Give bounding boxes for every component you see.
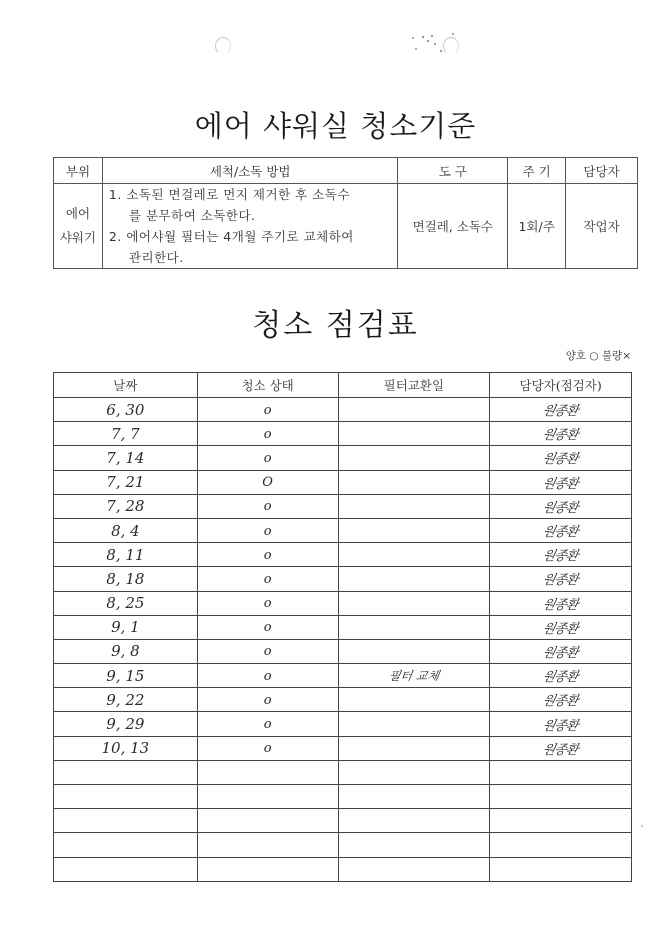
checklist-row: [54, 664, 632, 688]
status-cell: [197, 422, 338, 446]
date-cell-text: 7, 7: [111, 424, 140, 443]
checklist-row: [54, 639, 632, 663]
checklist-row: [54, 543, 632, 567]
inspector-signature: [490, 712, 632, 736]
method-line-4: 관리한다.: [128, 250, 184, 265]
checklist-row: [54, 446, 632, 470]
tools-cell: 면걸레, 소독수: [398, 184, 508, 269]
checklist-row: [54, 470, 632, 494]
inspector-signature-text: 원종환: [541, 718, 580, 734]
checklist-row: [54, 494, 632, 518]
status-cell-text: o: [263, 499, 272, 515]
status-cell-text: o: [263, 596, 272, 612]
date-cell: [54, 422, 198, 446]
status-cell-text: o: [263, 692, 272, 708]
inspector-signature-text: 원종환: [541, 404, 580, 420]
owner-cell: 작업자: [566, 184, 638, 269]
status-cell-text: O: [262, 475, 273, 491]
checklist-row: [54, 422, 632, 446]
inspector-signature: [490, 760, 632, 784]
status-cell: [197, 567, 338, 591]
status-cell-text: o: [263, 523, 272, 539]
status-cell-text: o: [263, 741, 272, 757]
date-cell: [54, 398, 198, 422]
date-cell: [54, 494, 198, 518]
date-cell: [54, 688, 198, 712]
inspector-signature: [490, 422, 632, 446]
status-cell: [197, 760, 338, 784]
date-cell-text: 9, 15: [106, 666, 145, 685]
inspector-signature: [490, 591, 632, 615]
status-cell: [197, 446, 338, 470]
status-cell: [197, 809, 338, 833]
inspector-signature: [490, 736, 632, 760]
method-line-3: 2. 에어샤월 필터는 4개월 주기로 교체하여: [108, 229, 354, 244]
status-cell: [197, 543, 338, 567]
checklist-title: 청소 점검표: [252, 308, 419, 343]
checklist-row: [54, 736, 632, 760]
part-line-1: 에어: [65, 206, 91, 221]
inspector-signature: [490, 446, 632, 470]
filter-change-cell: [338, 785, 490, 809]
method-cell: [102, 184, 397, 269]
filter-change-cell: [338, 639, 490, 663]
status-cell: [197, 785, 338, 809]
inspector-signature-text: 원종환: [541, 452, 580, 468]
header-cycle: 주 기: [508, 158, 566, 184]
status-cell: [197, 591, 338, 615]
inspector-signature: [490, 809, 632, 833]
date-cell-text: 7, 28: [106, 497, 145, 516]
filter-change-cell: [338, 518, 490, 542]
inspector-signature: [490, 543, 632, 567]
inspector-signature: [490, 688, 632, 712]
date-cell: [54, 615, 198, 639]
filter-change-cell: [338, 398, 490, 422]
method-line-2: 를 분무하여 소독한다.: [128, 208, 256, 223]
inspector-signature-text: 원종환: [541, 621, 580, 637]
checklist-row: [54, 518, 632, 542]
filter-change-cell: [338, 688, 490, 712]
filter-change-cell: [338, 494, 490, 518]
filter-change-cell: [338, 543, 490, 567]
inspector-signature: [490, 664, 632, 688]
inspector-signature-text: 원종환: [541, 694, 580, 710]
inspector-signature: [490, 494, 632, 518]
date-cell: [54, 446, 198, 470]
method-line-1: 1. 소독된 면걸레로 먼지 제거한 후 소독수: [108, 187, 350, 202]
checklist-row: [54, 398, 632, 422]
inspector-signature: [490, 639, 632, 663]
filter-change-cell: [338, 615, 490, 639]
status-cell: [197, 664, 338, 688]
checklist-row: [54, 809, 632, 833]
date-cell-text: 9, 29: [106, 715, 145, 734]
date-cell-text: 9, 22: [106, 690, 145, 709]
punch-hole-left: [215, 37, 231, 55]
checklist-row: [54, 688, 632, 712]
date-cell: [54, 518, 198, 542]
status-cell-text: o: [263, 426, 272, 442]
filter-change-cell: [338, 567, 490, 591]
date-cell: [54, 857, 198, 881]
checklist-row: [54, 615, 632, 639]
checklist-row: [54, 760, 632, 784]
filter-change-cell: [338, 422, 490, 446]
status-cell-text: o: [263, 717, 272, 733]
inspector-signature-text: 원종환: [541, 476, 580, 492]
date-cell: [54, 785, 198, 809]
inspector-signature: [490, 857, 632, 881]
inspector-signature: [490, 398, 632, 422]
filter-change-cell: [338, 736, 490, 760]
header-date: 날짜: [54, 373, 198, 398]
status-cell: [197, 494, 338, 518]
header-status: 청소 상태: [197, 373, 338, 398]
date-cell: [54, 760, 198, 784]
status-legend: 양호 ○ 불량×: [565, 350, 631, 362]
date-cell-text: 8, 11: [106, 545, 145, 564]
inspector-signature: [490, 785, 632, 809]
status-cell: [197, 470, 338, 494]
filter-change-cell-text: 필터 교체: [387, 669, 441, 684]
status-cell-text: o: [263, 402, 272, 418]
header-tools: 도 구: [398, 158, 508, 184]
date-cell-text: 8, 18: [106, 569, 145, 588]
header-filter-change: 필터교환일: [338, 373, 490, 398]
status-cell: [197, 712, 338, 736]
date-cell-text: 7, 14: [106, 448, 145, 467]
status-cell: [197, 688, 338, 712]
header-owner: 담당자: [566, 158, 638, 184]
status-cell-text: o: [263, 620, 272, 636]
status-cell-text: o: [263, 547, 272, 563]
date-cell-text: 9, 8: [111, 642, 140, 661]
inspector-signature-text: 원종환: [541, 645, 580, 661]
date-cell-text: 10, 13: [101, 739, 150, 758]
inspector-signature-text: 원종환: [541, 549, 580, 565]
inspector-signature: [490, 567, 632, 591]
inspector-signature: [490, 518, 632, 542]
header-part: 부위: [54, 158, 103, 184]
status-cell: [197, 736, 338, 760]
status-cell-text: o: [263, 571, 272, 587]
status-cell: [197, 833, 338, 857]
date-cell: [54, 736, 198, 760]
header-method: 세척/소독 방법: [102, 158, 397, 184]
checklist-row: [54, 712, 632, 736]
inspector-signature-text: 원종환: [541, 597, 580, 613]
checklist-row: [54, 567, 632, 591]
date-cell: [54, 833, 198, 857]
date-cell: [54, 664, 198, 688]
date-cell: [54, 639, 198, 663]
status-cell-text: o: [263, 450, 272, 466]
checklist-row: [54, 591, 632, 615]
filter-change-cell: [338, 446, 490, 470]
standard-row: [54, 184, 638, 269]
status-cell: [197, 518, 338, 542]
inspector-signature-text: 원종환: [541, 525, 580, 541]
inspector-signature-text: 원종환: [541, 500, 580, 516]
date-cell-text: 8, 25: [106, 594, 145, 613]
inspector-signature: [490, 470, 632, 494]
inspector-signature-text: 원종환: [541, 428, 580, 444]
checklist-row: [54, 857, 632, 881]
part-cell: [54, 184, 103, 269]
inspector-signature-text: 원종환: [541, 573, 580, 589]
date-cell: [54, 591, 198, 615]
inspector-signature-text: 원종환: [541, 670, 580, 686]
date-cell-text: 6, 30: [106, 400, 145, 419]
filter-change-cell: [338, 857, 490, 881]
inspector-signature: [490, 833, 632, 857]
date-cell: [54, 543, 198, 567]
checklist-row: [54, 833, 632, 857]
cleaning-checklist-table: [53, 372, 632, 882]
cycle-cell: 1회/주: [508, 184, 566, 269]
date-cell: [54, 712, 198, 736]
filter-change-cell: [338, 833, 490, 857]
standard-title: 에어 샤워실 청소기준: [194, 109, 477, 143]
date-cell: [54, 567, 198, 591]
date-cell: [54, 470, 198, 494]
inspector-signature: [490, 615, 632, 639]
date-cell: [54, 809, 198, 833]
filter-change-cell: [338, 664, 490, 688]
date-cell-text: 8, 4: [111, 521, 140, 540]
status-cell: [197, 398, 338, 422]
filter-change-cell: [338, 712, 490, 736]
punch-hole-right: [443, 37, 459, 55]
status-cell: [197, 857, 338, 881]
cleaning-standard-table: [53, 157, 638, 269]
filter-change-cell: [338, 591, 490, 615]
date-cell-text: 7, 21: [106, 473, 145, 492]
status-cell-text: o: [263, 668, 272, 684]
inspector-signature-text: 원종환: [541, 742, 580, 758]
status-cell: [197, 639, 338, 663]
filter-change-cell: [338, 470, 490, 494]
header-inspector: 담당자(점검자): [490, 373, 632, 398]
filter-change-cell: [338, 760, 490, 784]
status-cell-text: o: [263, 644, 272, 660]
status-cell: [197, 615, 338, 639]
part-line-2: 샤워기: [59, 230, 97, 245]
checklist-header-row: [54, 373, 632, 398]
date-cell-text: 9, 1: [111, 618, 140, 637]
checklist-row: [54, 785, 632, 809]
filter-change-cell: [338, 809, 490, 833]
standard-header-row: [54, 158, 638, 184]
